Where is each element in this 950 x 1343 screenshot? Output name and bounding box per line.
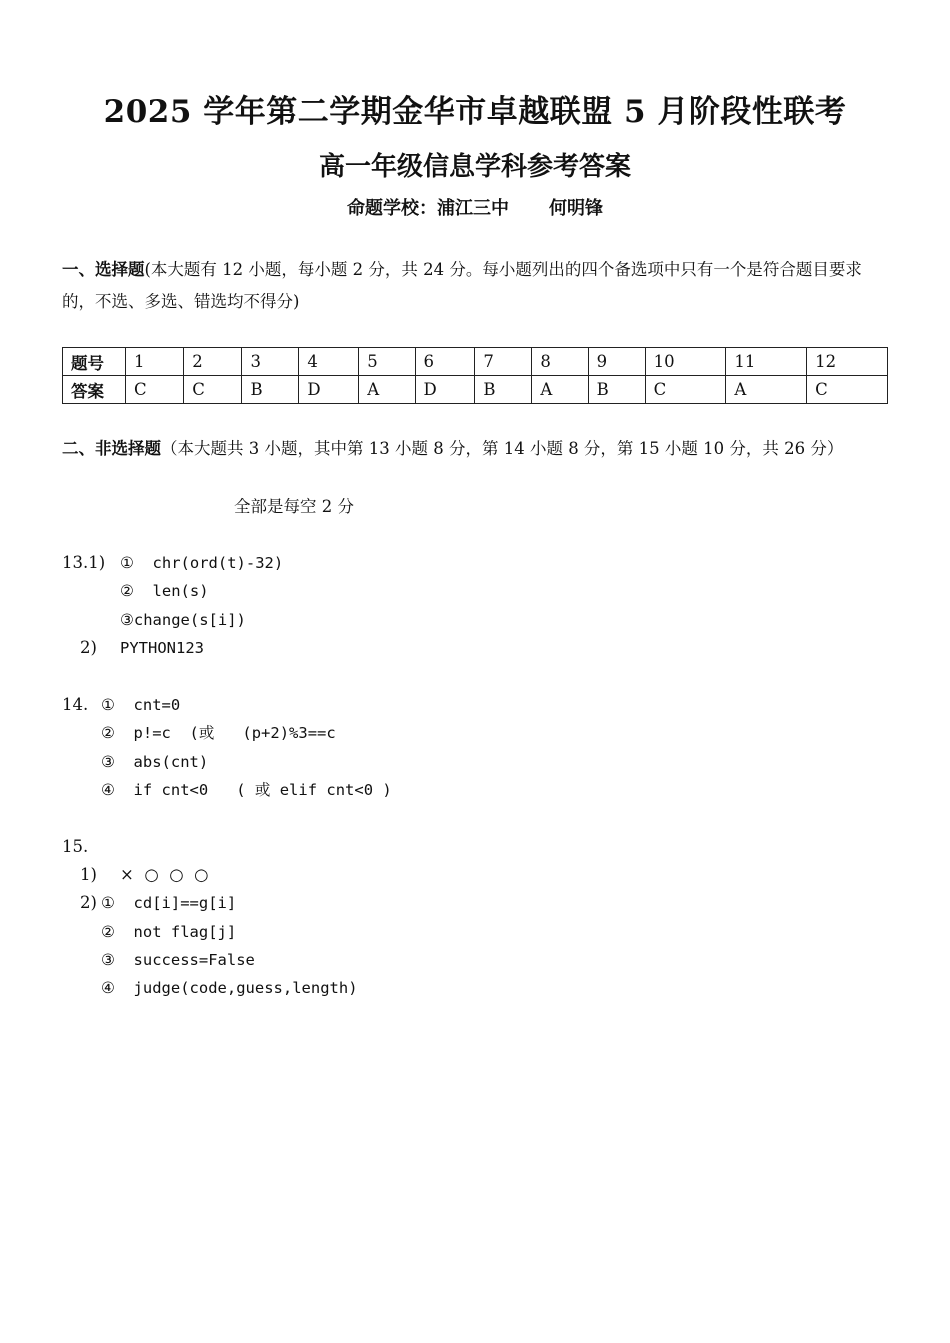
table-cell: B xyxy=(588,376,645,404)
table-cell: B xyxy=(475,376,532,404)
q15-answer-3: ③ success=False xyxy=(101,951,255,969)
table-cell: 9 xyxy=(588,348,645,376)
q14-answer-1: ① cnt=0 xyxy=(101,696,181,714)
table-header-answer: 答案 xyxy=(63,376,126,404)
q13-answer-1: ① chr(ord(t)-32) xyxy=(120,554,284,572)
table-cell: 5 xyxy=(359,348,415,376)
q14-answer-3: ③ abs(cnt) xyxy=(101,753,209,771)
q15-label: 15. xyxy=(62,837,89,856)
table-cell: 4 xyxy=(299,348,359,376)
table-cell: 6 xyxy=(415,348,475,376)
table-cell: C xyxy=(126,376,184,404)
q15-part1-label: 1) xyxy=(80,865,97,884)
author-name: 何明锋 xyxy=(549,198,603,219)
table-cell: A xyxy=(359,376,415,404)
scoring-note: 全部是每空 2 分 xyxy=(234,497,354,516)
table-cell: C xyxy=(184,376,242,404)
author-line xyxy=(0,194,950,220)
q15-answer-4: ④ judge(code,guess,length) xyxy=(101,979,358,997)
q15-part2-label: 2) xyxy=(80,893,97,912)
section1-heading: 一、选择题 xyxy=(62,260,145,279)
table-cell: D xyxy=(415,376,475,404)
table-cell: 7 xyxy=(475,348,532,376)
q13-label: 13.1) xyxy=(62,553,106,572)
q14-label: 14. xyxy=(62,695,89,714)
table-cell: 3 xyxy=(242,348,299,376)
q14-answer-2: ② p!=c (或 (p+2)%3==c xyxy=(101,724,336,742)
table-cell: B xyxy=(242,376,299,404)
q15-answer-1: ① cd[i]==g[i] xyxy=(101,894,237,912)
table-cell: C xyxy=(645,376,726,404)
table-header-number: 题号 xyxy=(63,348,126,376)
q13-answer-3: ③change(s[i]) xyxy=(120,611,246,629)
table-cell: 12 xyxy=(807,348,888,376)
page-title: 2025 学年第二学期金华市卓越联盟 5 月阶段性联考 xyxy=(103,94,847,130)
q13-part2-label: 2) xyxy=(80,638,97,657)
section2-heading: 二、非选择题 xyxy=(62,439,161,458)
q13-part2-answer: PYTHON123 xyxy=(120,639,204,657)
table-cell: A xyxy=(532,376,588,404)
section1-intro xyxy=(62,254,890,318)
q15-answer-2: ② not flag[j] xyxy=(101,923,237,941)
q15-part1-answer: × ○ ○ ○ xyxy=(120,865,209,884)
table-cell: 1 xyxy=(126,348,184,376)
section2-desc: （本大题共 3 小题，其中第 13 小题 8 分，第 14 小题 8 分，第 15 小题 10 分，共 26 分） xyxy=(161,439,844,458)
table-cell: 2 xyxy=(184,348,242,376)
table-cell: 10 xyxy=(645,348,726,376)
section1-desc: (本大题有 12 小题，每小题 2 分，共 24 分。每小题列出的四个备选项中只有一个是符合题目要求的，不选、多选、错选均不得分) xyxy=(62,260,862,311)
q13-answer-2: ② len(s) xyxy=(120,582,209,600)
table-row-answers xyxy=(63,376,888,404)
table-cell: D xyxy=(299,376,359,404)
table-cell: 8 xyxy=(532,348,588,376)
author-school: 命题学校：浦江三中 xyxy=(347,198,509,219)
q14-answer-4: ④ if cnt<0 ( 或 elif cnt<0 ) xyxy=(101,781,392,799)
answer-table xyxy=(62,347,888,404)
table-cell: A xyxy=(726,376,807,404)
table-cell: C xyxy=(807,376,888,404)
table-row-numbers xyxy=(63,348,888,376)
page-subtitle: 高一年级信息学科参考答案 xyxy=(318,152,631,182)
table-cell: 11 xyxy=(726,348,807,376)
section2-intro xyxy=(62,436,922,462)
